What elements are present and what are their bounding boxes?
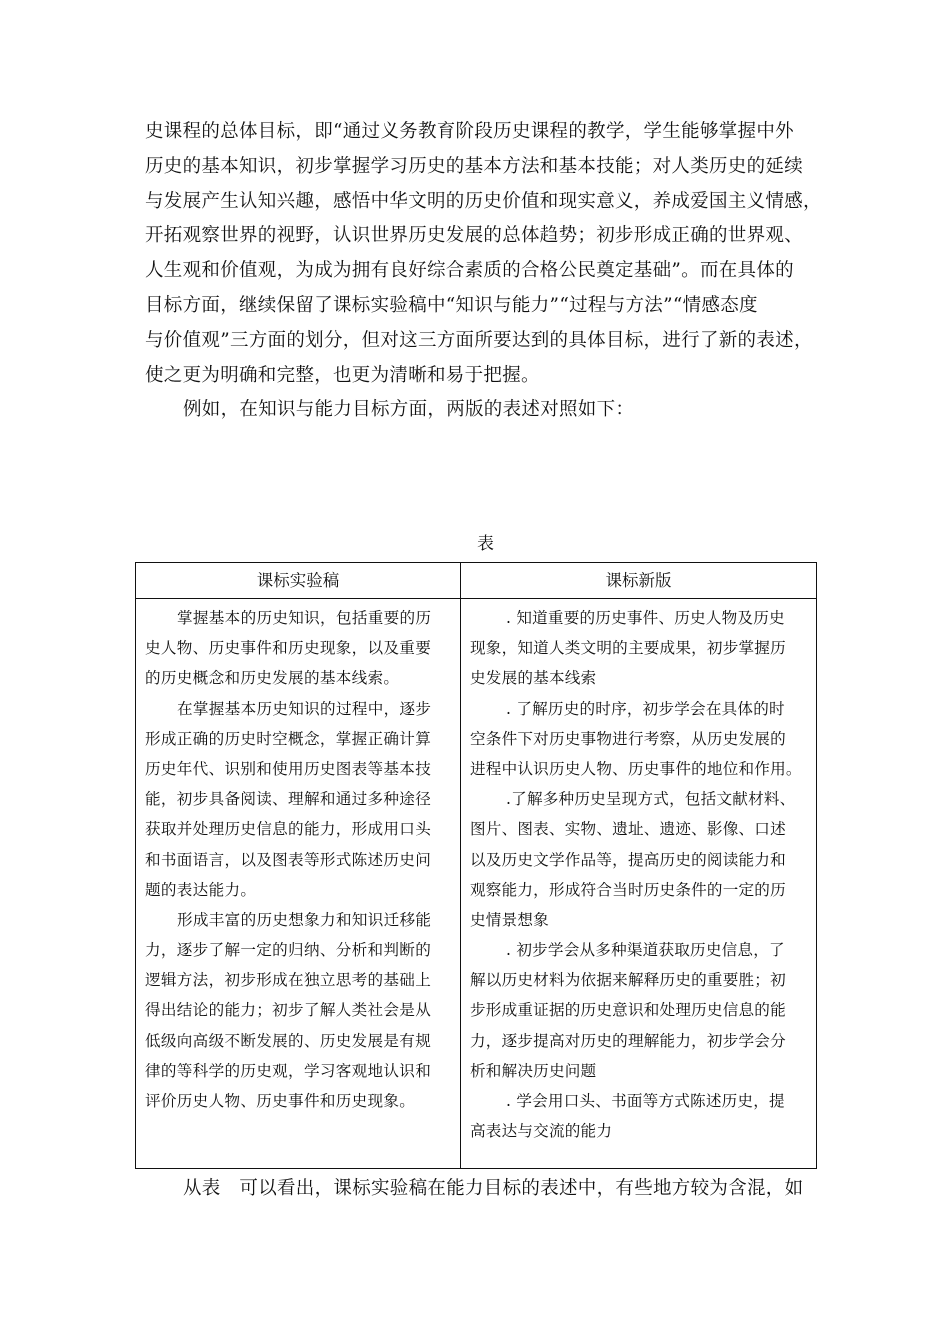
table-cell-line: 掌握基本的历史知识，包括重要的历 bbox=[177, 609, 432, 627]
concluding-sentence: 从表 可以看出，课标实验稿在能力目标的表述中，有些地方较为含混，如 bbox=[183, 1178, 804, 1199]
table-cell-line: 图片、图表、实物、遗址、遗迹、影像、口述 bbox=[470, 820, 786, 839]
table-cell-line: 高表达与交流的能力 bbox=[470, 1122, 613, 1141]
intro-line: 人生观和价值观，为成为拥有良好综合素质的合格公民奠定基础”。而在具体的 bbox=[145, 260, 794, 282]
table-cell-line: 现象，知道人类文明的主要成果，初步掌握历 bbox=[470, 639, 786, 658]
table-caption: 表 bbox=[477, 534, 494, 554]
intro-paragraph bbox=[145, 115, 822, 428]
column-divider bbox=[460, 563, 461, 1168]
table-cell-line: 形成正确的历史时空概念，掌握正确计算 bbox=[145, 729, 432, 748]
intro-line: 目标方面，继续保留了课标实验稿中“知识与能力”“过程与方法”“情感态度 bbox=[145, 294, 758, 316]
table-cell-line: 能，初步具备阅读、理解和通过多种途径 bbox=[145, 790, 432, 809]
intro-line: 使之更为明确和完整，也更为清晰和易于把握。 bbox=[145, 364, 540, 386]
old-draft-column bbox=[145, 603, 451, 1116]
table-cell-line: 史发展的基本线索 bbox=[470, 669, 597, 688]
table-cell-line: 和书面语言，以及图表等形式陈述历史问 bbox=[145, 850, 432, 869]
table-cell-line: 的历史概念和历史发展的基本线索。 bbox=[145, 669, 400, 688]
intro-line: 与发展产生认知兴趣，感悟中华文明的历史价值和现实意义，养成爱国主义情感， bbox=[145, 190, 822, 212]
table-cell-line: 得出结论的能力；初步了解人类社会是从 bbox=[145, 1001, 432, 1020]
table-cell-line: 析和解决历史问题 bbox=[470, 1061, 597, 1080]
table-cell-line: 观察能力，形成符合当时历史条件的一定的历 bbox=[470, 880, 786, 899]
header-new-edition: 课标新版 bbox=[605, 571, 672, 590]
table-cell-line: . 学会用口头、书面等方式陈述历史，提 bbox=[506, 1092, 785, 1110]
table-cell-line: 史情景想象 bbox=[470, 910, 549, 929]
table-cell-line: 解以历史材料为依据来解释历史的重要胜；初 bbox=[470, 971, 786, 990]
table-cell-line: 低级向高级不断发展的、历史发展是有规 bbox=[145, 1031, 432, 1050]
header-rule bbox=[136, 598, 816, 599]
header-old-draft: 课标实验稿 bbox=[256, 571, 340, 590]
table-cell-line: 形成丰富的历史想象力和知识迁移能 bbox=[177, 910, 432, 929]
table-cell-line: 历史年代、识别和使用历史图表等基本技 bbox=[145, 759, 432, 778]
table-cell-line: 获取并处理历史信息的能力，形成用口头 bbox=[145, 820, 432, 839]
table-cell-line: 评价历史人物、历史事件和历史现象。 bbox=[145, 1092, 416, 1110]
table-cell-line: 逻辑方法，初步形成在独立思考的基础上 bbox=[145, 971, 432, 990]
table-cell-line: .了解多种历史呈现方式，包括文献材料、 bbox=[506, 790, 796, 809]
table-cell-line: 力，逐步提高对历史的理解能力，初步学会分 bbox=[470, 1031, 786, 1050]
new-edition-column bbox=[470, 603, 808, 1146]
table-cell-line: . 知道重要的历史事件、历史人物及历史 bbox=[506, 609, 785, 627]
table-cell-line: 以及历史文学作品等，提高历史的阅读能力和 bbox=[470, 850, 786, 869]
table-cell-line: 进程中认识历史人物、历史事件的地位和作用。 bbox=[470, 759, 802, 778]
table-cell-line: 史人物、历史事件和历史现象，以及重要 bbox=[145, 639, 432, 658]
intro-line: 开拓观察世界的视野，认识世界历史发展的总体趋势；初步形成正确的世界观、 bbox=[145, 225, 804, 247]
table-cell-line: . 了解历史的时序，初步学会在具体的时 bbox=[506, 699, 785, 718]
intro-line: 与价值观”三方面的划分，但对这三方面所要达到的具体目标，进行了新的表述， bbox=[145, 329, 813, 351]
table-cell-line: 在掌握基本历史知识的过程中，逐步 bbox=[177, 699, 432, 718]
table-cell-line: 题的表达能力。 bbox=[145, 880, 257, 899]
intro-line: 史课程的总体目标，即“通过义务教育阶段历史课程的教学，学生能够掌握中外 bbox=[145, 121, 794, 142]
table-cell-line: . 初步学会从多种渠道获取历史信息，了 bbox=[506, 941, 785, 960]
comparison-table bbox=[135, 562, 817, 1169]
intro-line: 历史的基本知识，初步掌握学习历史的基本方法和基本技能；对人类历史的延续 bbox=[145, 155, 804, 177]
example-sentence: 例如，在知识与能力目标方面，两版的表述对照如下： bbox=[183, 399, 635, 421]
table-cell-line: 力，逐步了解一定的归纳、分析和判断的 bbox=[145, 941, 432, 960]
table-cell-line: 律的等科学的历史观，学习客观地认识和 bbox=[145, 1061, 432, 1080]
table-cell-line: 空条件下对历史事物进行考察，从历史发展的 bbox=[470, 729, 786, 748]
table-cell-line: 步形成重证据的历史意识和处理历史信息的能 bbox=[470, 1001, 786, 1020]
